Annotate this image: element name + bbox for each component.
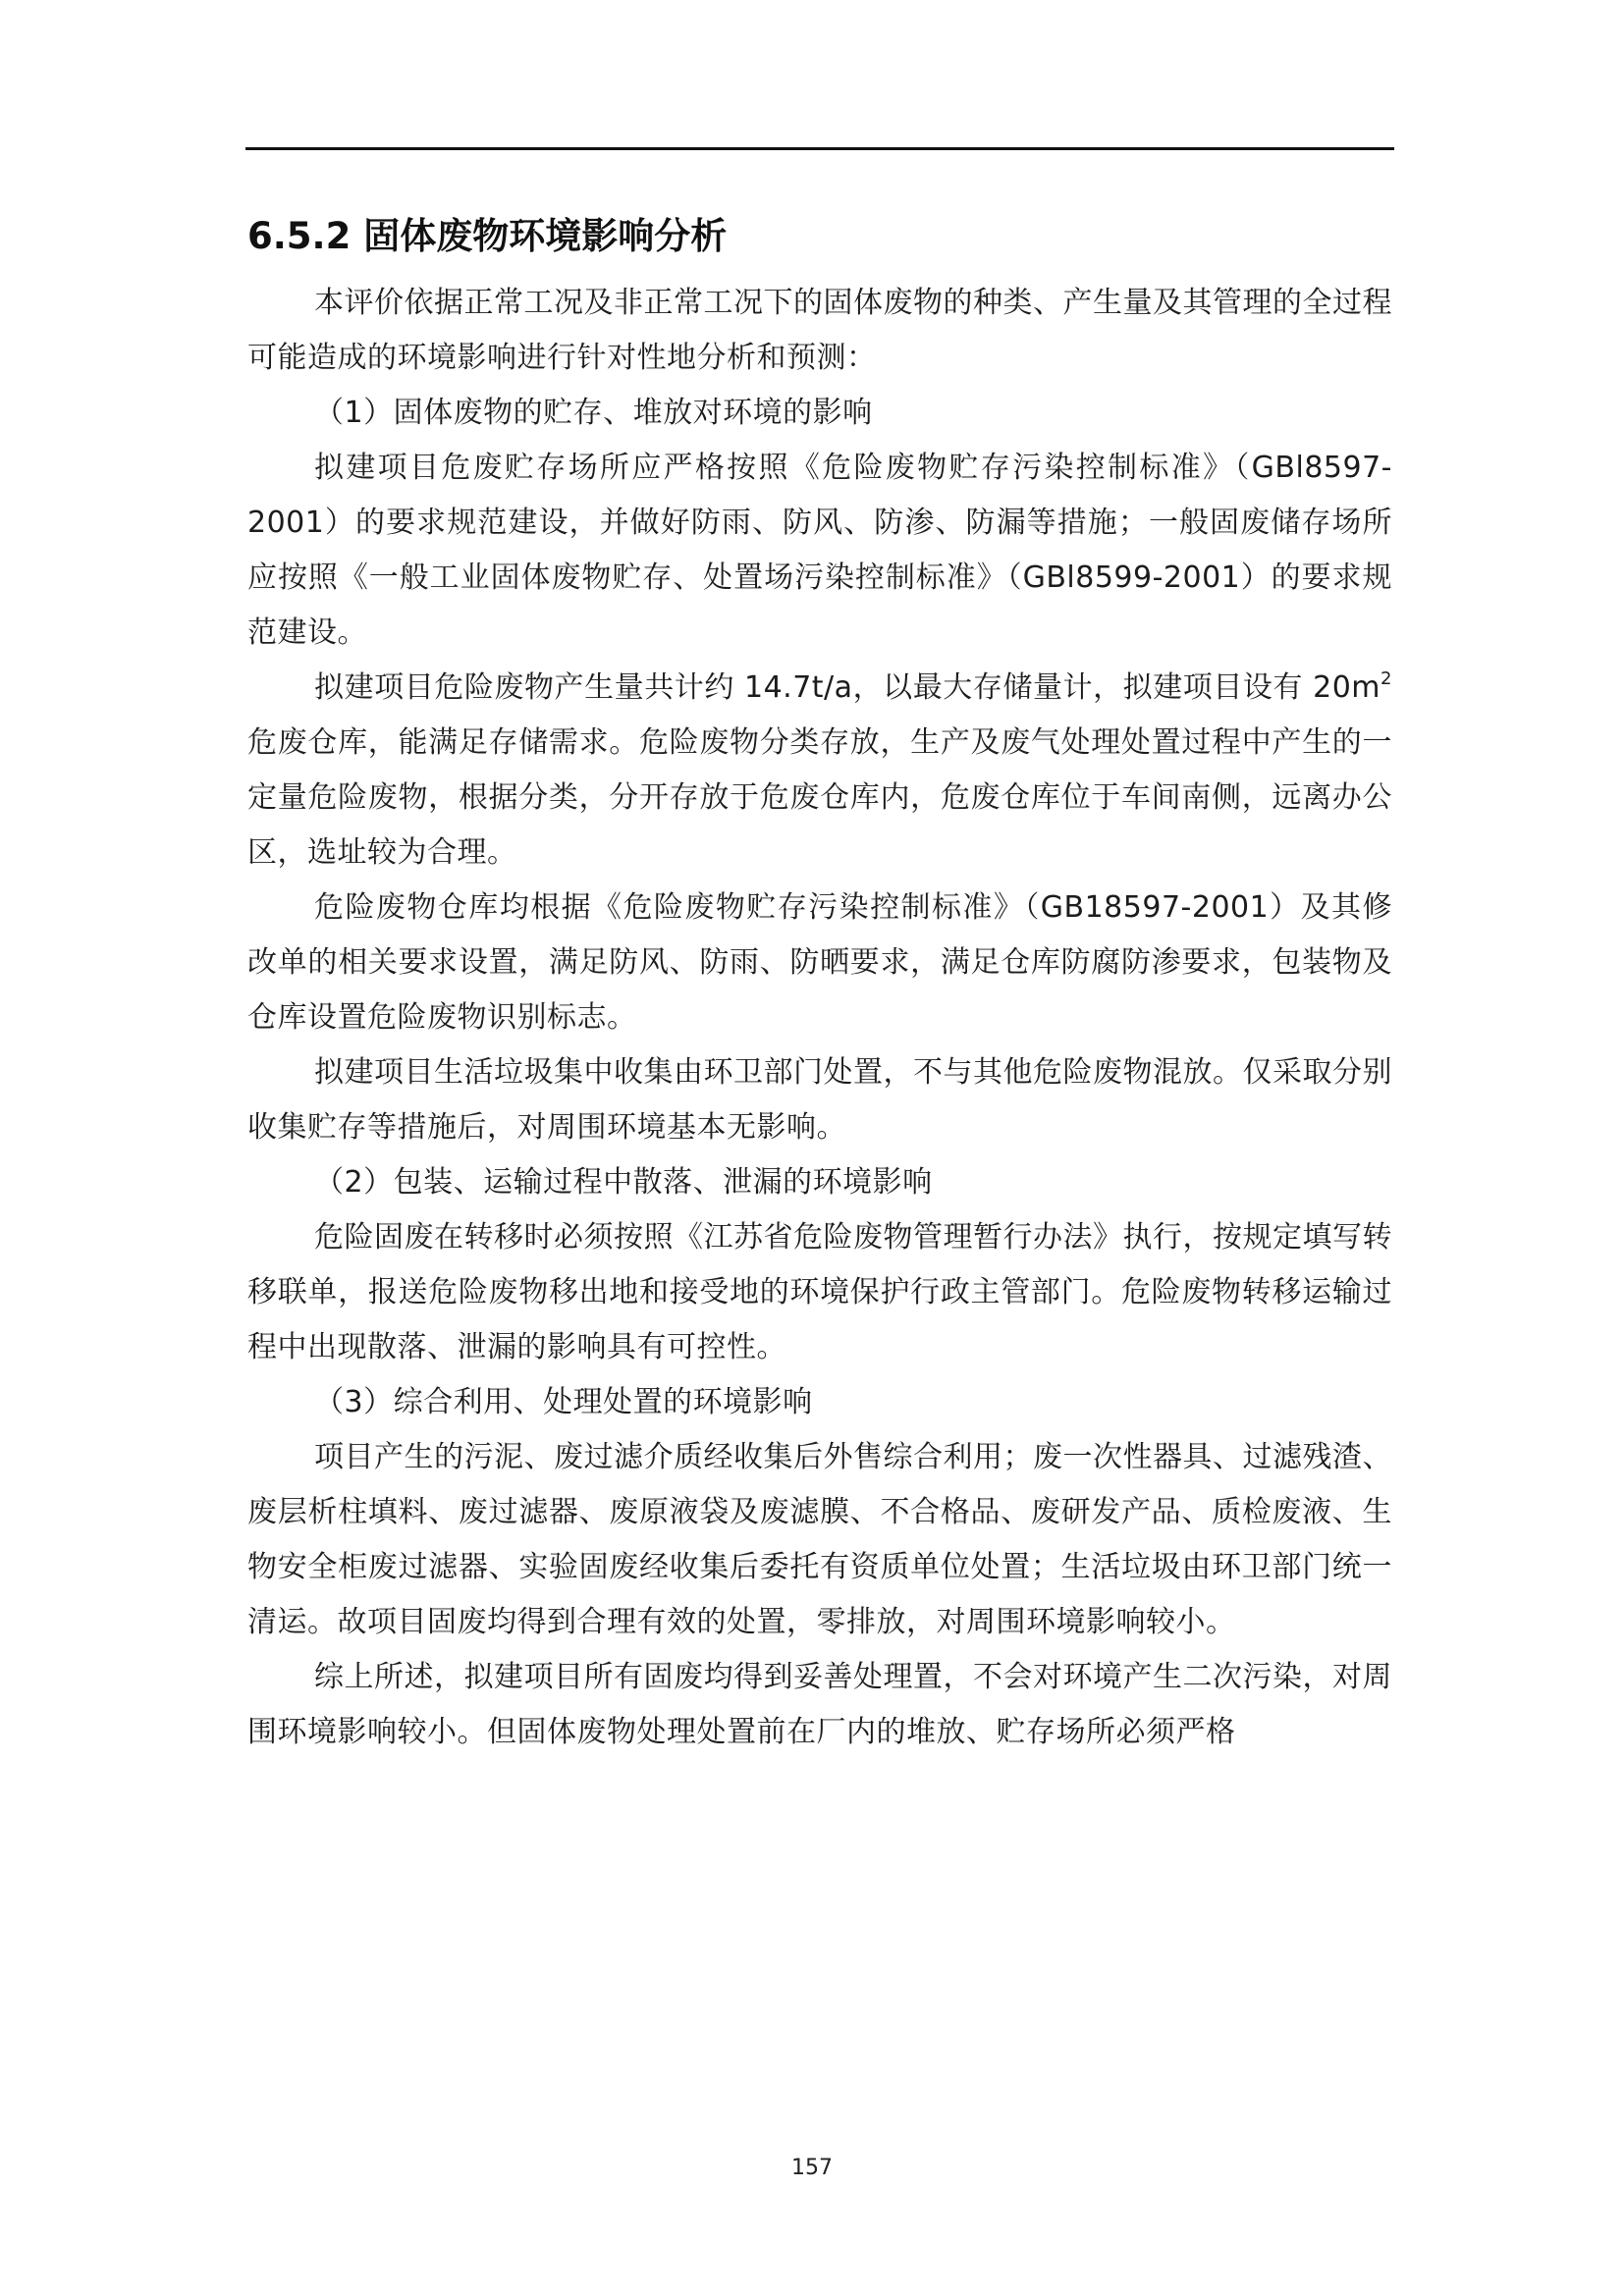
header-rule: [245, 147, 1394, 150]
item-2-title: （2）包装、运输过程中散落、泄漏的环境影响: [314, 1165, 933, 1200]
superscript-squared: 2: [1380, 668, 1392, 689]
paragraph-conclusion: 综上所述，拟建项目所有固废均得到妥善处理置，不会对环境产生二次污染，对周围环境影响较小。但固体废物处理处置前在厂内的堆放、贮存场所必须严格: [247, 1660, 1392, 1749]
paragraph-warehouse-requirements: 危险废物仓库均根据《危险废物贮存污染控制标准》（GB18597-2001）及其修改单的相关要求设置，满足防风、防雨、防晒要求，满足仓库防腐防渗要求，包装物及仓库设置危险废物识别标志。: [247, 890, 1392, 1035]
paragraph-intro: 本评价依据正常工况及非正常工况下的固体废物的种类、产生量及其管理的全过程可能造成的环境影响进行针对性地分析和预测：: [247, 286, 1392, 375]
paragraph-hazardous-volume-part2: 危废仓库，能满足存储需求。危险废物分类存放，生产及废气处理处置过程中产生的一定量危险废物，根据分类，分开存放于危废仓库内，危废仓库位于车间南侧，远离办公区，选址较为合理。: [247, 725, 1392, 870]
paragraph-utilization-disposal: 项目产生的污泥、废过滤介质经收集后外售综合利用；废一次性器具、过滤残渣、废层析柱填料、废过滤器、废原液袋及废滤膜、不合格品、废研发产品、质检废液、生物安全柜废过滤器、实验固废经收集后委托有资质单位处置；生活垃圾由环卫部门统一清运。故项目固废均得到合理有效的处置，零排放，对周围环境影响较小。: [247, 1440, 1392, 1639]
paragraph-storage-standards: 拟建项目危废贮存场所应严格按照《危险废物贮存污染控制标准》（GBl8597-2001）的要求规范建设，并做好防雨、防风、防渗、防漏等措施；一般固废储存场所应按照《一般工业固体废物贮存、处置场污染控制标准》（GBl8599-2001）的要求规范建设。: [247, 451, 1392, 650]
page-number: 157: [791, 2156, 833, 2180]
paragraph-domestic-waste: 拟建项目生活垃圾集中收集由环卫部门处置，不与其他危险废物混放。仅采取分别收集贮存等措施后，对周围环境基本无影响。: [247, 1055, 1392, 1145]
item-3-title: （3）综合利用、处理处置的环境影响: [314, 1385, 813, 1419]
paragraph-hazardous-volume: [247, 661, 1392, 881]
paragraph-hazardous-volume-part1: 拟建项目危险废物产生量共计约 14.7t/a，以最大存储量计，拟建项目设有 20m: [314, 670, 1381, 705]
section-heading: 6.5.2 固体废物环境影响分析: [247, 215, 728, 257]
item-1-title: （1）固体废物的贮存、堆放对环境的影响: [314, 396, 873, 430]
page-body: [247, 211, 1392, 1760]
paragraph-transfer-rules: 危险固废在转移时必须按照《江苏省危险废物管理暂行办法》执行，按规定填写转移联单，报送危险废物移出地和接受地的环境保护行政主管部门。危险废物转移运输过程中出现散落、泄漏的影响具有可控性。: [247, 1220, 1392, 1364]
